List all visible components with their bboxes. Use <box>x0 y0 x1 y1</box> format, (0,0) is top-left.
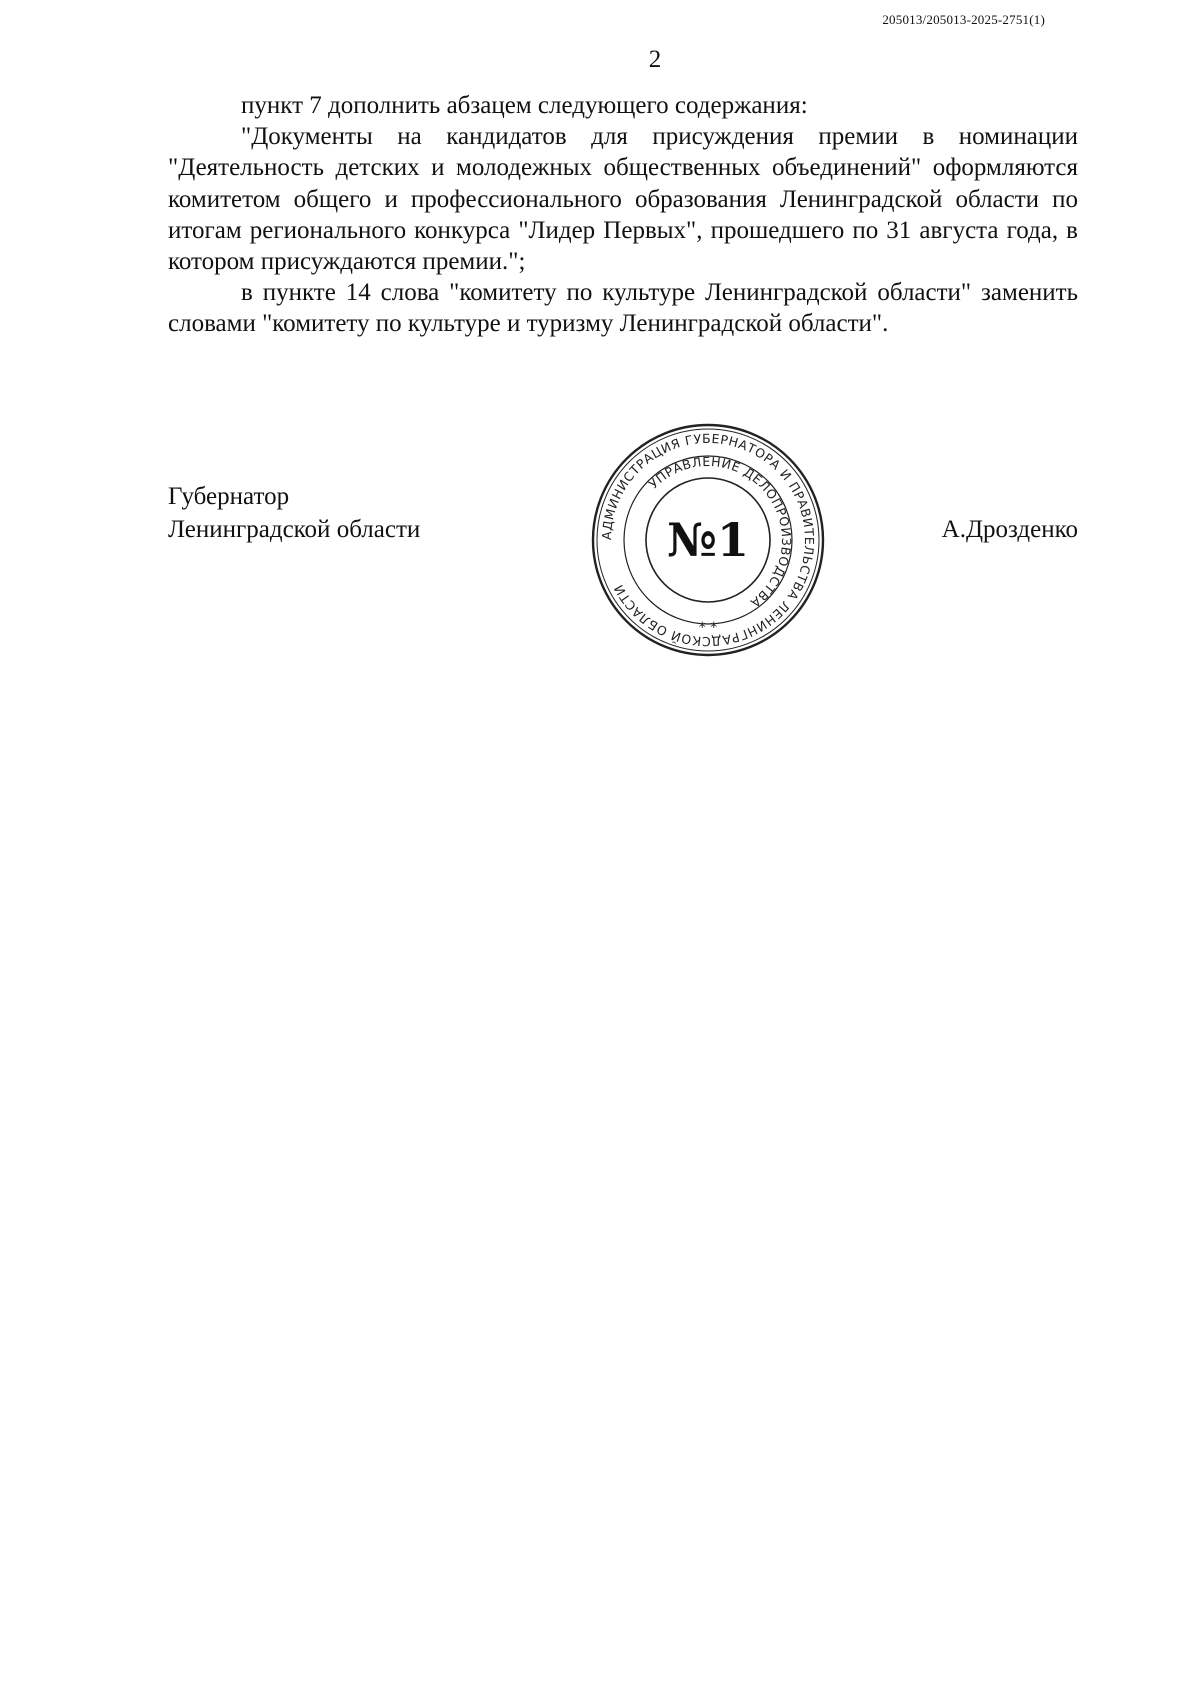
seal-center-number: №1 <box>666 513 750 567</box>
seal-stars: * * <box>698 620 718 636</box>
document-body <box>168 90 1078 340</box>
signature-block <box>168 430 1078 650</box>
seal-graphic <box>588 420 828 660</box>
seal-inner-text: УПРАВЛЕНИЕ ДЕЛОПРОИЗВОДСТВА <box>645 453 795 612</box>
paragraph-3: в пункте 14 слова "комитету по культуре Ленинградской области" заменить словами "комитету по культуре и туризму Ленинградской области". <box>168 279 1078 338</box>
paragraph-1: пункт 7 дополнить абзацем следующего содержания: <box>241 92 808 119</box>
document-id: 205013/205013-2025-2751(1) <box>882 12 1045 27</box>
official-seal <box>588 420 828 660</box>
seal-outer-text: АДМИНИСТРАЦИЯ ГУБЕРНАТОРА И ПРАВИТЕЛЬСТВА ЛЕНИНГРАДСКОЙ ОБЛАСТИ <box>598 430 818 650</box>
signatory-name: А.Дрозденко <box>941 516 1078 543</box>
signatory-title <box>168 480 420 546</box>
signatory-title-line-1: Губернатор <box>168 483 290 510</box>
page-number: 2 <box>648 46 662 73</box>
paragraph-2: "Документы на кандидатов для присуждения премии в номинации "Деятельность детских и молодежных общественных объединений" оформляются комитетом общего и профессионального образования Ленинградской области по итогам регионального конкурса "Лидер Первых", прошедшего по 31 августа года, в котором присуждаются премии."; <box>168 123 1078 276</box>
signatory-title-line-2: Ленинградской области <box>168 516 421 543</box>
